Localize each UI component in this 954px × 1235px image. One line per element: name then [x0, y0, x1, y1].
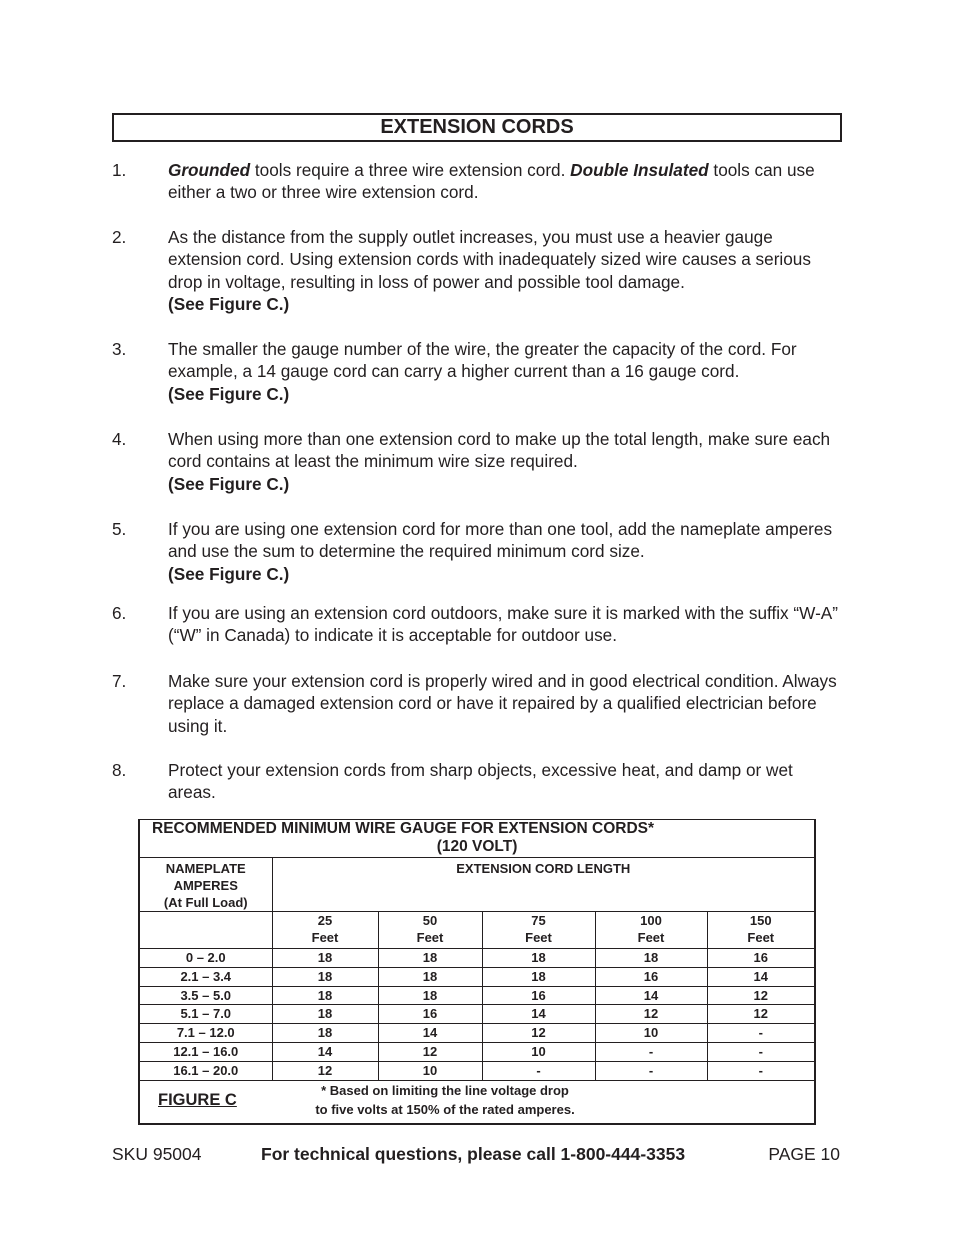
- gauge-cell: 16: [595, 967, 707, 986]
- gauge-cell: 10: [595, 1024, 707, 1043]
- list-item-segment: Protect your extension cords from sharp objects, excessive heat, and damp or wet areas.: [168, 760, 793, 803]
- length-header-cell: [707, 912, 815, 949]
- length-row: [139, 912, 815, 949]
- list-item-text: [168, 670, 840, 737]
- table-row: [139, 986, 815, 1005]
- gauge-cell: 18: [272, 986, 378, 1005]
- list-item-number: 7.: [112, 671, 127, 691]
- table-row: [139, 1024, 815, 1043]
- list-item-segment: Make sure your extension cord is properly wired and in good electrical condition. Always replace a damaged extension cord or have it repaired by a qualified electrician before using it.: [168, 671, 837, 736]
- length-value: 75: [531, 913, 546, 928]
- list-item-number: 2.: [112, 227, 127, 247]
- length-row-spacer: [139, 912, 272, 949]
- table-footer: [139, 1080, 815, 1124]
- table-footer-row: [139, 1080, 815, 1124]
- gauge-cell: -: [482, 1061, 595, 1080]
- figure-reference: (See Figure C.): [168, 294, 290, 315]
- amperage-cell: 3.5 – 5.0: [139, 986, 272, 1005]
- gauge-cell: 12: [378, 1042, 482, 1061]
- length-value: 100: [640, 913, 662, 928]
- list-item-segment: As the distance from the supply outlet increases, you must use a heavier gauge extension cord. Using extension cords with inadequately sized wire causes a serious drop in voltage, resulting in loss of power and possible tool damage.: [168, 227, 811, 292]
- table-row: [139, 1042, 815, 1061]
- list-item-number: 1.: [112, 160, 127, 180]
- list-item-segment: Double Insulated: [570, 160, 709, 180]
- list-item-text: [168, 428, 840, 495]
- figure-reference: (See Figure C.): [168, 383, 290, 404]
- gauge-cell: 18: [272, 1024, 378, 1043]
- list-item-segment: The smaller the gauge number of the wire, the greater the capacity of the cord. For example, a 14 gauge cord can carry a higher current than a 16 gauge cord.: [168, 339, 797, 382]
- sku-number: SKU 95004: [112, 1144, 202, 1164]
- gauge-cell: 14: [378, 1024, 482, 1043]
- table-footnote: [290, 1081, 600, 1119]
- amperage-cell: 2.1 – 3.4: [139, 967, 272, 986]
- table-heading: [139, 820, 815, 858]
- amperage-cell: 16.1 – 20.0: [139, 1061, 272, 1080]
- list-item-text: [168, 338, 840, 405]
- table-row: [139, 1005, 815, 1024]
- gauge-cell: 12: [482, 1024, 595, 1043]
- list-item-segment: If you are using one extension cord for more than one tool, add the nameplate amperes and use the sum to determine the required minimum cord size.: [168, 519, 833, 562]
- page-footer: [0, 1144, 954, 1168]
- list-item-text: [168, 159, 840, 204]
- length-unit: Feet: [637, 930, 665, 945]
- length-header-cell: [482, 912, 595, 949]
- gauge-cell: 12: [707, 986, 815, 1005]
- table-heading-line2: (120 VOLT): [436, 838, 518, 855]
- length-value: 25: [317, 913, 333, 928]
- amperage-cell: 12.1 – 16.0: [139, 1042, 272, 1061]
- gauge-cell: 18: [272, 949, 378, 968]
- nameplate-header-line: NAMEPLATE: [165, 861, 246, 876]
- length-header-cell: [272, 912, 378, 949]
- gauge-cell: 14: [595, 986, 707, 1005]
- length-header-cell: [378, 912, 482, 949]
- length-value: 50: [422, 913, 438, 928]
- table-heading-line1: RECOMMENDED MINIMUM WIRE GAUGE FOR EXTENSION CORDS*: [152, 820, 655, 837]
- length-unit: Feet: [747, 930, 775, 945]
- list-item-number: 6.: [112, 603, 127, 623]
- gauge-cell: 18: [378, 986, 482, 1005]
- length-unit: Feet: [311, 930, 339, 945]
- gauge-cell: 12: [272, 1061, 378, 1080]
- length-header-cell: [595, 912, 707, 949]
- list-item-number: 5.: [112, 519, 127, 539]
- list-item-text: [168, 759, 840, 804]
- length-unit: Feet: [525, 930, 552, 945]
- gauge-cell: 18: [272, 1005, 378, 1024]
- figure-reference: (See Figure C.): [168, 473, 290, 494]
- gauge-cell: 14: [482, 1005, 595, 1024]
- gauge-cell: 10: [482, 1042, 595, 1061]
- gauge-cell: 16: [482, 986, 595, 1005]
- list-item-number: 4.: [112, 429, 127, 449]
- length-header: EXTENSION CORD LENGTH: [272, 858, 815, 912]
- list-item-segment: tools can use either a two or three wire extension cord.: [168, 160, 815, 203]
- table-row: [139, 967, 815, 986]
- figure-label: FIGURE C: [158, 1090, 237, 1109]
- table-row: [139, 949, 815, 968]
- amperage-cell: 7.1 – 12.0: [139, 1024, 272, 1043]
- list-item-segment: If you are using an extension cord outdoors, make sure it is marked with the suffix “W-A” (“W” in Canada) to indicate it is acceptable for outdoor use.: [168, 603, 838, 646]
- gauge-cell: 16: [707, 949, 815, 968]
- tech-support-line: For technical questions, please call 1-800-444-3353: [261, 1144, 686, 1164]
- nameplate-header: [139, 858, 272, 912]
- nameplate-header-line: AMPERES: [173, 878, 238, 893]
- wire-gauge-table: [138, 819, 816, 1125]
- amperage-cell: 0 – 2.0: [139, 949, 272, 968]
- amperage-cell: 5.1 – 7.0: [139, 1005, 272, 1024]
- gauge-cell: 18: [272, 967, 378, 986]
- page-number: PAGE 10: [768, 1144, 840, 1164]
- gauge-cell: -: [707, 1061, 815, 1080]
- gauge-cell: -: [707, 1024, 815, 1043]
- list-item-text: [168, 518, 840, 585]
- figure-reference: (See Figure C.): [168, 563, 290, 584]
- length-unit: Feet: [416, 930, 444, 945]
- gauge-cell: 16: [378, 1005, 482, 1024]
- list-item-text: [168, 602, 840, 647]
- footnote-line: * Based on limiting the line voltage drop: [321, 1082, 569, 1098]
- gauge-cell: 14: [707, 967, 815, 986]
- list-item-text: [168, 226, 840, 316]
- gauge-cell: 18: [378, 949, 482, 968]
- list-item-segment: tools require a three wire extension cord.: [250, 160, 571, 180]
- gauge-cell: 18: [482, 967, 595, 986]
- list-item-number: 8.: [112, 760, 127, 780]
- gauge-cell: -: [595, 1042, 707, 1061]
- table-row: [139, 1061, 815, 1080]
- gauge-cell: 18: [482, 949, 595, 968]
- gauge-cell: 18: [378, 967, 482, 986]
- nameplate-header-line: (At Full Load): [163, 895, 248, 910]
- gauge-cell: 18: [595, 949, 707, 968]
- list-item-number: 3.: [112, 339, 127, 359]
- gauge-cell: -: [595, 1061, 707, 1080]
- list-item-segment: Grounded: [168, 160, 251, 180]
- section-title: EXTENSION CORDS: [112, 113, 842, 142]
- gauge-cell: -: [707, 1042, 815, 1061]
- list-item-segment: When using more than one extension cord to make up the total length, make sure each cord contains at least the minimum wire size required.: [168, 429, 831, 472]
- gauge-cell: 12: [595, 1005, 707, 1024]
- gauge-cell: 10: [378, 1061, 482, 1080]
- gauge-cell: 12: [707, 1005, 815, 1024]
- footnote-line: to five volts at 150% of the rated amperes.: [315, 1101, 575, 1117]
- length-value: 150: [749, 913, 772, 928]
- gauge-cell: 14: [272, 1042, 378, 1061]
